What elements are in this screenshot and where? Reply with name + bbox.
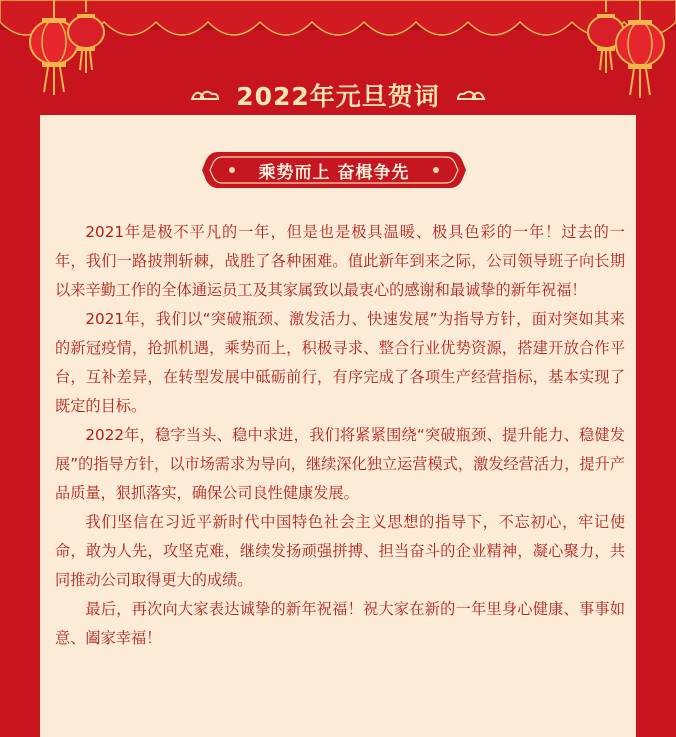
paragraph: 我们坚信在习近平新时代中国特色社会主义思想的指导下，不忘初心，牢记使命，敢为人先，攻坚克难，继续发扬顽强拼搏、担当奋斗的企业精神，凝心聚力，共同推动公司取得更大的成绩。 bbox=[55, 513, 625, 589]
page-title bbox=[0, 74, 676, 116]
badge-label: 乘势而上 奋楫争先 bbox=[258, 162, 410, 183]
slogan-badge bbox=[200, 150, 468, 190]
paragraph: 最后，再次向大家表达诚挚的新年祝福！祝大家在新的一年里身心健康、事事如意、阖家幸福！ bbox=[55, 600, 625, 647]
paragraph: 2021年是极不平凡的一年，但是也是极具温暖、极具色彩的一年！过去的一年，我们一路披荆斩棘，战胜了各种困难。值此新年到来之际，公司领导班子向长期以来辛勤工作的全体通运员工及其家属致以最衷心的感谢和最诚挚的新年祝福！ bbox=[55, 223, 625, 299]
title-text: 2022年元旦贺词 bbox=[236, 82, 440, 111]
auspicious-cloud-icon bbox=[456, 87, 486, 103]
paragraph: 2021年，我们以“突破瓶颈、激发活力、快速发展”为指导方针，面对突如其来的新冠疫情，抢抓机遇，乘势而上，积极寻求、整合行业优势资源，搭建开放合作平台，互补差异，在转型发展中砥砺前行，有序完成了各项生产经营指标，基本实现了既定的目标。 bbox=[55, 310, 625, 415]
paragraph: 2022年，稳字当头、稳中求进，我们将紧紧围绕“突破瓶颈、提升能力、稳健发展”的指导方针，以市场需求为导向，继续深化独立运营模式，激发经营活力，提升产品质量，狠抓落实，确保公司良性健康发展。 bbox=[55, 426, 625, 502]
greeting-body bbox=[55, 218, 625, 653]
auspicious-cloud-icon bbox=[190, 87, 220, 103]
